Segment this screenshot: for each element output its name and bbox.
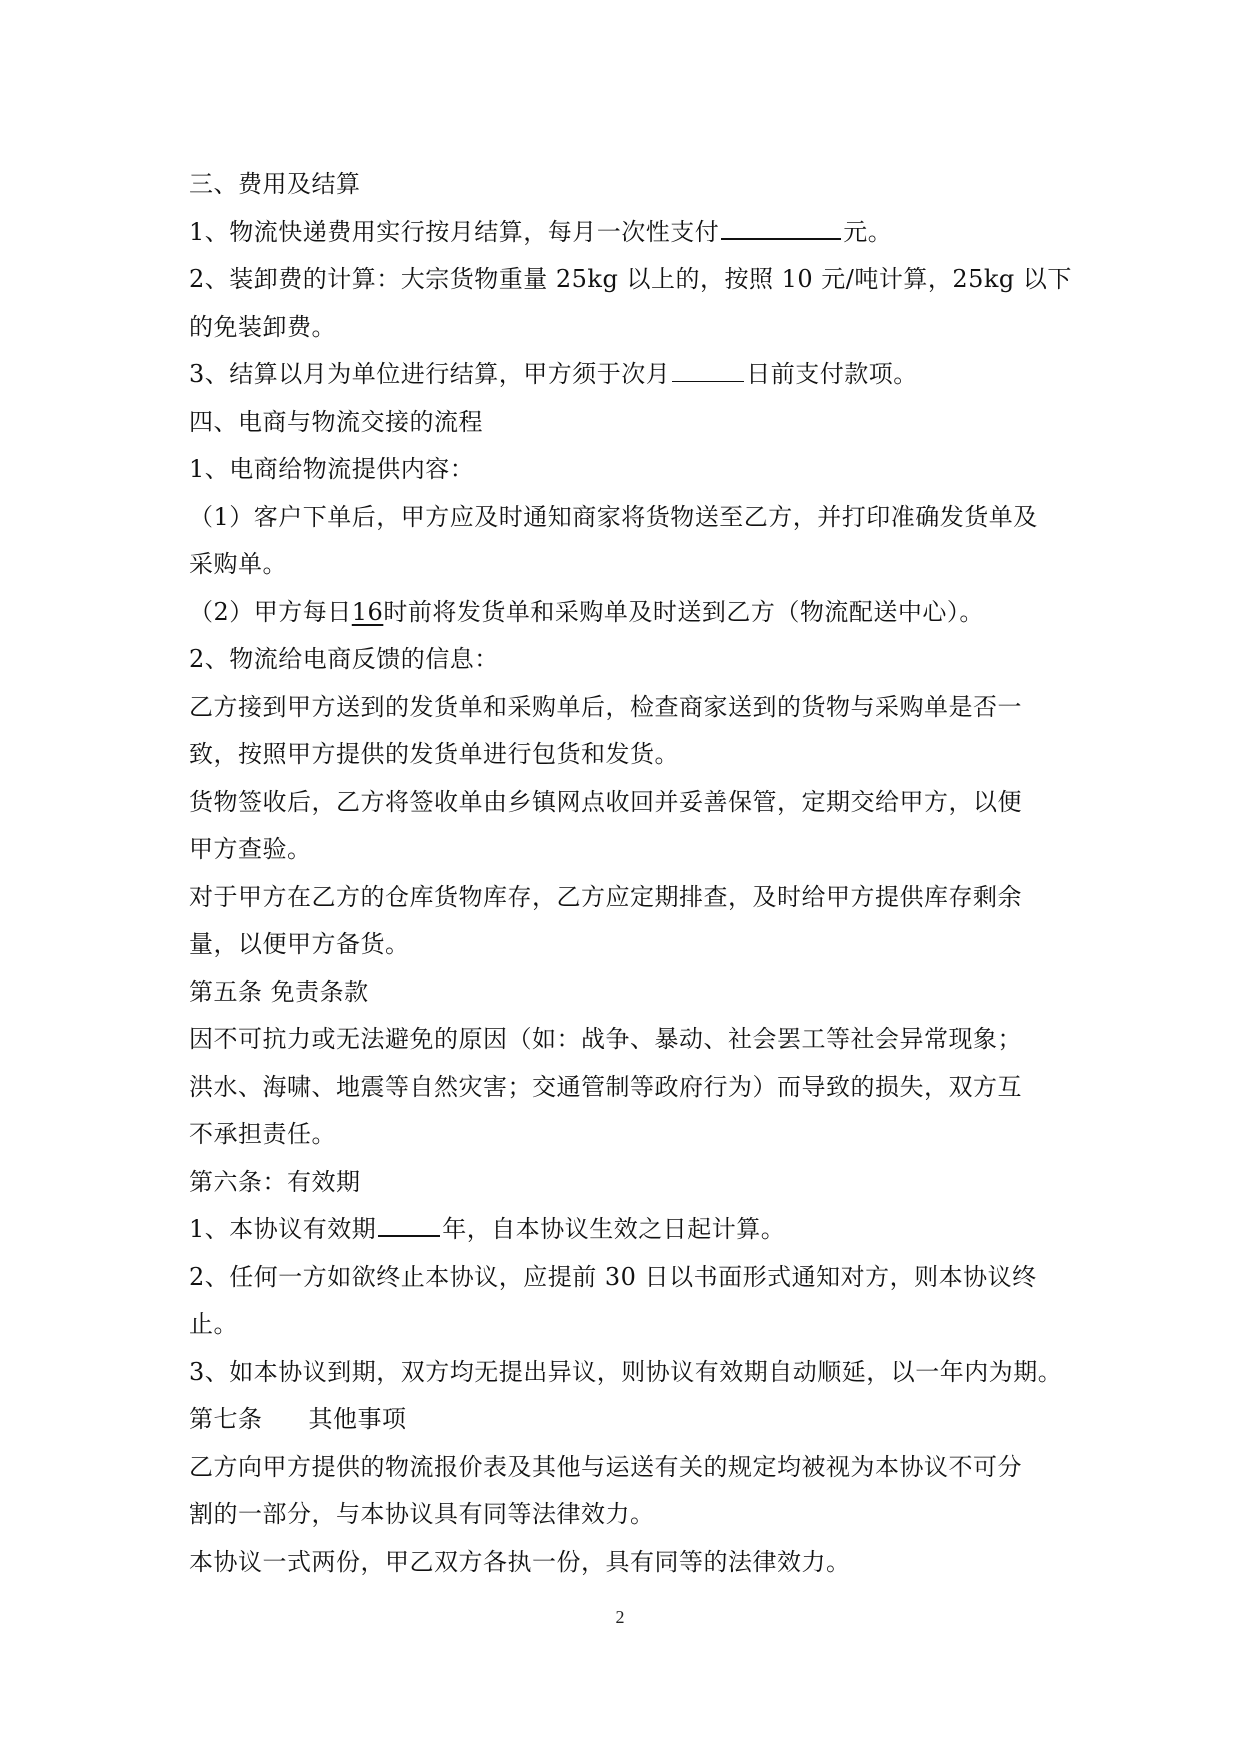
hour-value: 16 <box>351 597 384 626</box>
text: 2、任何一方如欲终止本协议，应提前 30 日以书面形式通知对方，则本协议终 <box>189 1262 1037 1291</box>
text: 3、结算以月为单位进行结算，甲方须于次月 <box>189 360 671 388</box>
clause-handling-fee-cont <box>189 304 1069 352</box>
text: 第七条 <box>189 1405 263 1433</box>
text: （2）甲方每日 <box>189 597 352 626</box>
text: 不承担责任。 <box>189 1120 336 1148</box>
text: 1、物流快递费用实行按月结算，每月一次性支付 <box>189 217 720 246</box>
text: 的免装卸费。 <box>189 312 336 341</box>
text: 年，自本协议生效之日起计算。 <box>442 1215 786 1243</box>
subheading-ecommerce-provides <box>189 446 1069 494</box>
text: 1、电商给物流提供内容： <box>189 455 475 483</box>
clause-auto-renewal <box>189 1349 1069 1397</box>
clause-termination-cont <box>189 1301 1069 1349</box>
text: 甲方查验。 <box>189 835 312 863</box>
paragraph-price-list-cont <box>189 1491 1069 1539</box>
section-heading-handover <box>189 399 1069 447</box>
text: 割的一部分，与本协议具有同等法律效力。 <box>189 1500 655 1528</box>
text: 时前将发货单和采购单及时送到乙方（物流配送中心）。 <box>383 597 984 626</box>
paragraph-copies <box>189 1539 1069 1587</box>
clause-validity-period <box>189 1206 1069 1254</box>
paragraph-inventory <box>189 874 1069 922</box>
page-number: 2 <box>615 1607 625 1627</box>
text: 3、如本协议到期，双方均无提出异议，则协议有效期自动顺延，以一年内为期。 <box>189 1357 1063 1386</box>
clause-handling-fee <box>189 256 1072 304</box>
text: 元。 <box>843 217 893 246</box>
amount-blank-field[interactable] <box>721 214 841 240</box>
text: 1、本协议有效期 <box>189 1215 377 1243</box>
text: 本协议一式两份，甲乙双方各执一份，具有同等的法律效力。 <box>189 1547 851 1576</box>
text: 第六条：有效期 <box>189 1167 361 1196</box>
paragraph-force-majeure <box>189 1016 1069 1064</box>
text: 乙方向甲方提供的物流报价表及其他与运送有关的规定均被视为本协议不可分 <box>189 1452 1022 1481</box>
item-order-notice <box>189 494 1069 542</box>
year-blank-field[interactable] <box>378 1211 440 1237</box>
subheading-logistics-feedback <box>189 636 1069 684</box>
text: 2、装卸费的计算：大宗货物重量 25kg 以上的，按照 10 元/吨计算，25kg 以下 <box>189 265 1072 293</box>
text: 四、电商与物流交接的流程 <box>189 407 483 436</box>
text: 止。 <box>189 1310 238 1338</box>
text: 对于甲方在乙方的仓库货物库存，乙方应定期排查，及时给甲方提供库存剩余 <box>189 882 1022 911</box>
text: 三、费用及结算 <box>189 170 361 198</box>
text: 致，按照甲方提供的发货单进行包货和发货。 <box>189 740 679 768</box>
item-order-notice-cont <box>189 541 1069 589</box>
clause-monthly-settlement <box>189 209 1069 257</box>
paragraph-receipt-cont <box>189 826 1069 874</box>
paragraph-force-majeure-cont <box>189 1064 1069 1112</box>
text: （1）客户下单后，甲方应及时通知商家将货物送至乙方，并打印准确发货单及 <box>189 502 1038 531</box>
text: 洪水、海啸、地震等自然灾害；交通管制等政府行为）而导致的损失，双方互 <box>189 1072 1022 1101</box>
document-body <box>189 161 1072 1586</box>
article-5-heading <box>189 969 1069 1017</box>
paragraph-force-majeure-end <box>189 1111 1069 1159</box>
paragraph-receipt <box>189 779 1069 827</box>
text: 第五条 免责条款 <box>189 977 369 1006</box>
text: 货物签收后，乙方将签收单由乡镇网点收回并妥善保管，定期交给甲方，以便 <box>189 787 1022 816</box>
paragraph-check-goods <box>189 684 1069 732</box>
section-heading-fees <box>189 161 1069 209</box>
text: 采购单。 <box>189 550 287 578</box>
day-blank-field[interactable] <box>672 357 744 382</box>
text: 乙方接到甲方送到的发货单和采购单后，检查商家送到的货物与采购单是否一 <box>189 692 1022 721</box>
clause-termination <box>189 1254 1069 1302</box>
paragraph-inventory-cont <box>189 921 1069 969</box>
article-7-heading <box>189 1396 1069 1444</box>
article-6-heading <box>189 1159 1069 1207</box>
text: 量，以便甲方备货。 <box>189 930 410 958</box>
clause-payment-deadline <box>189 351 1069 399</box>
text: 因不可抗力或无法避免的原因（如：战争、暴动、社会罢工等社会异常现象； <box>189 1025 1022 1053</box>
text: 2、物流给电商反馈的信息： <box>189 645 499 673</box>
paragraph-price-list <box>189 1444 1069 1492</box>
text: 其他事项 <box>308 1405 407 1433</box>
item-daily-delivery <box>189 589 1069 637</box>
paragraph-check-goods-cont <box>189 731 1069 779</box>
text: 日前支付款项。 <box>746 360 918 388</box>
